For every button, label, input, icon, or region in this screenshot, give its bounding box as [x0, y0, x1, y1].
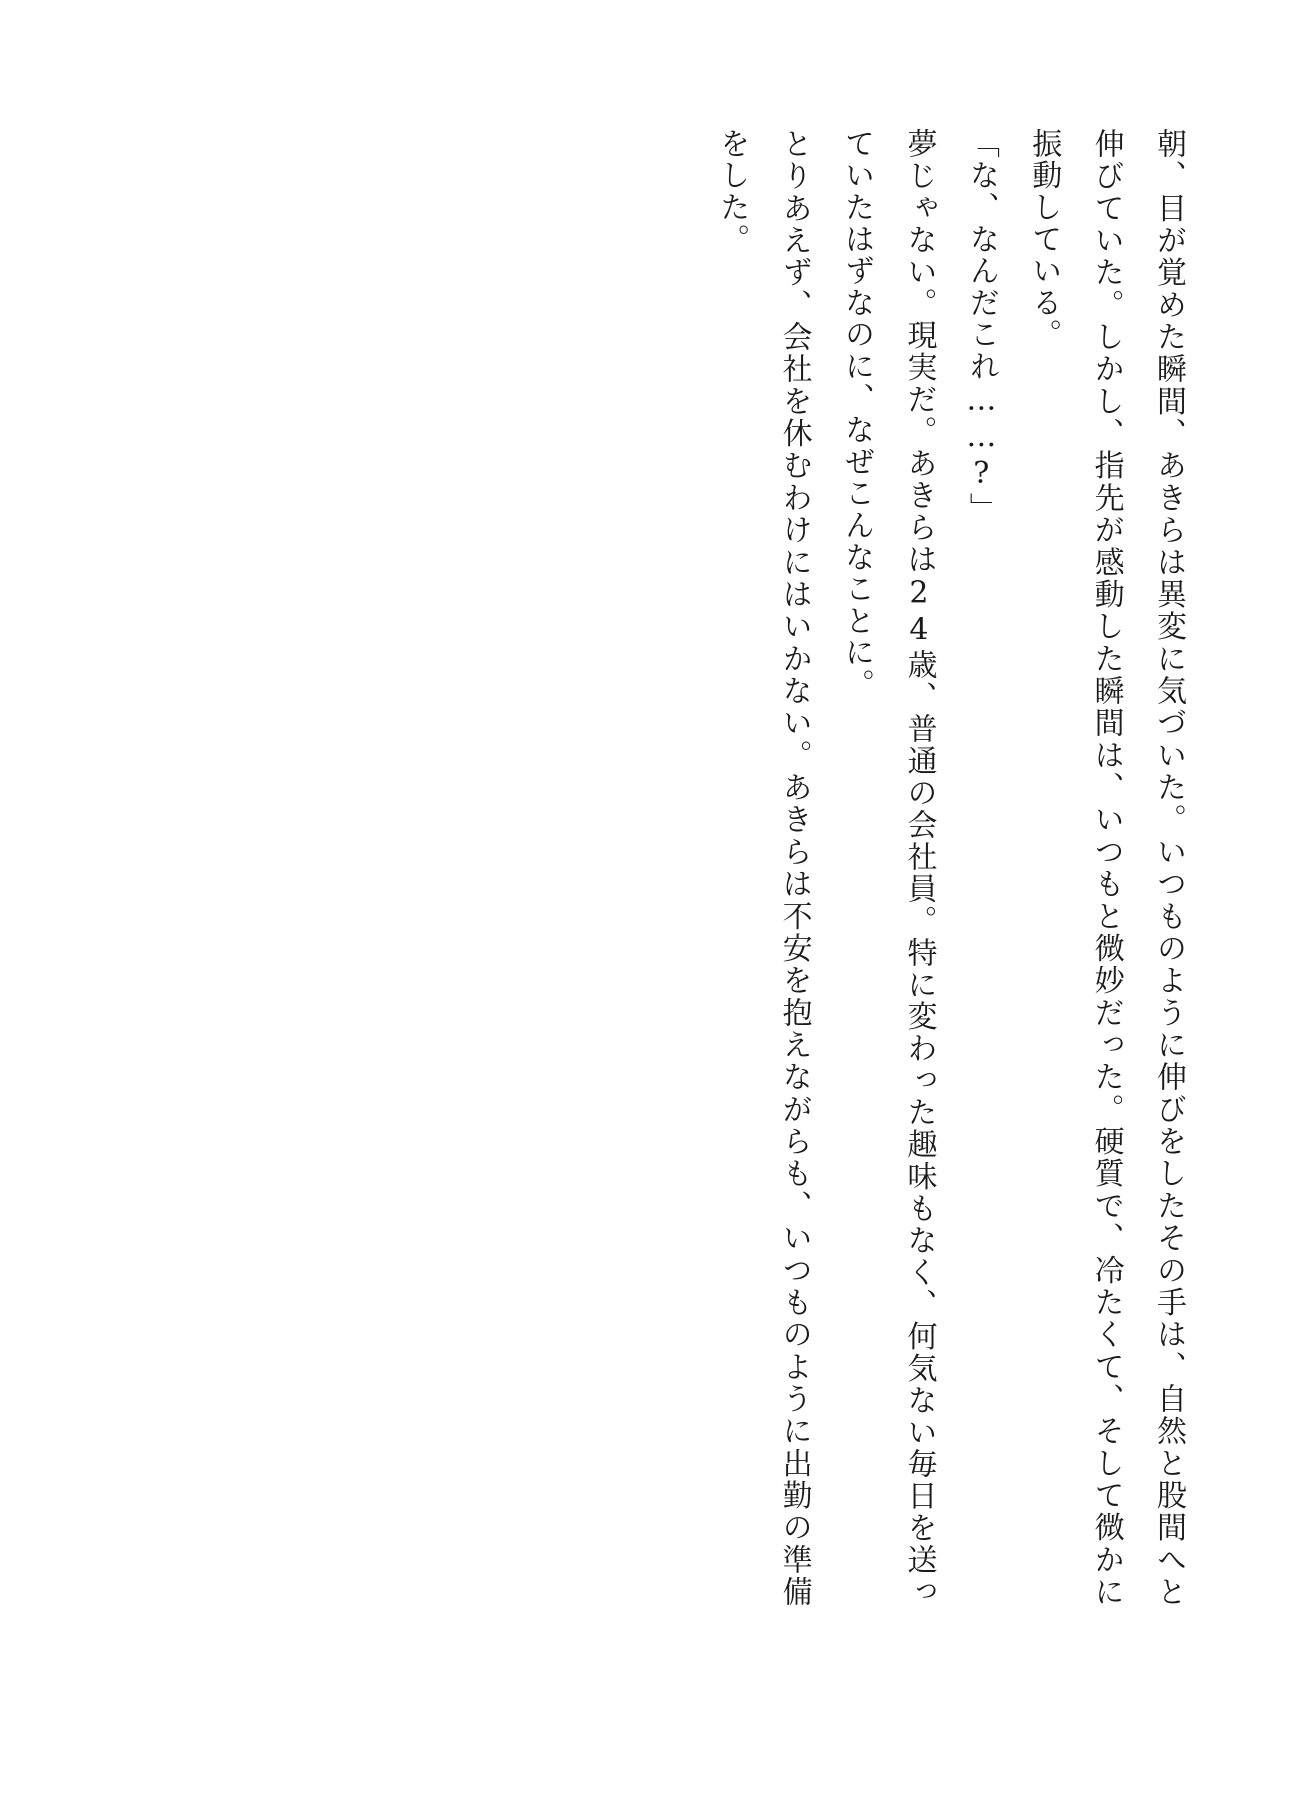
paragraph-1: 朝、目が覚めた瞬間、あきらは異変に気づいた。いつものように伸びをしたその手は、自然と股間へと伸びていた。しかし、指先が感動した瞬間は、いつもと微妙だった。硬質で、冷たくて、そして微かに振動している。: [1026, 128, 1186, 1608]
paragraph-3: 夢じゃない。現実だ。あきらは24歳、普通の会社員。特に変わった趣味もなく、何気ない毎日を送っていたはずなのに、なぜこんなことに。: [839, 128, 937, 1608]
vertical-text-body: [99, 128, 1199, 1608]
paragraph-2: 「な、なんだこれ……?」: [963, 128, 999, 525]
paragraph-4: とりあえず、会社を休むわけにはいかない。あきらは不安を抱えながらも、いつものように出勤の準備をした。: [714, 128, 812, 1608]
